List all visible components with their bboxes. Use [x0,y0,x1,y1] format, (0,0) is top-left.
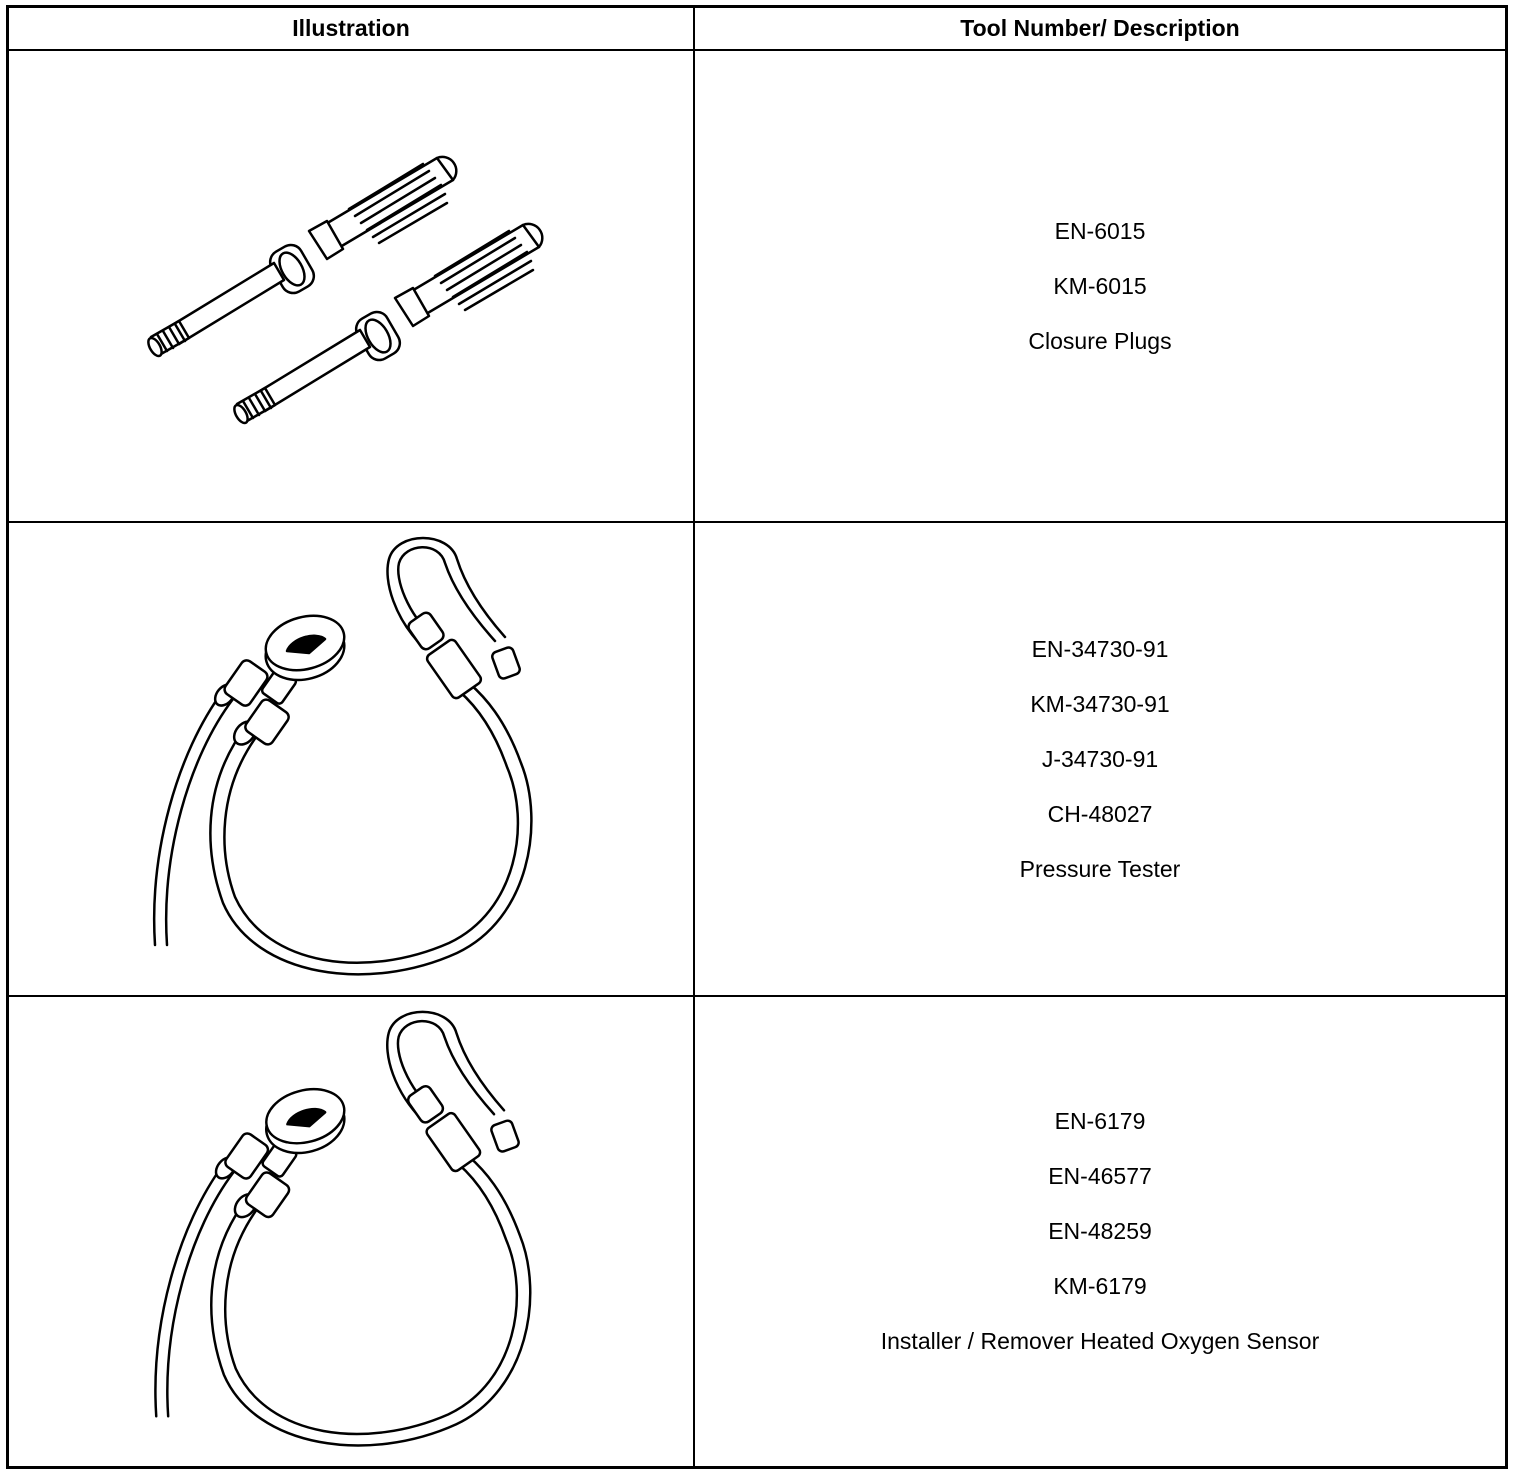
tool-description: Pressure Tester [1019,855,1181,882]
tool-description: Closure Plugs [1028,327,1172,354]
header-illustration: Illustration [292,15,410,41]
tool-table [6,5,1508,1469]
tool-number: EN-6179 [1054,1108,1146,1134]
tool-number: EN-46577 [1048,1163,1152,1189]
tool-number: KM-6179 [1053,1273,1147,1299]
tool-description: Installer / Remover Heated Oxygen Sensor [880,1328,1320,1354]
table-row-2-description [695,523,1505,995]
tool-number: KM-34730-91 [1030,690,1170,717]
header-tool-description: Tool Number/ Description [960,15,1240,41]
table-row-3-illustration [9,997,693,1466]
table-row-1-description [695,51,1505,521]
tool-number: CH-48027 [1047,800,1153,827]
tool-number: EN-34730-91 [1031,635,1169,662]
table-row-1-illustration [9,51,693,521]
table-row-3-description [695,997,1505,1466]
pressure-tester-icon [9,997,693,1466]
tool-number: KM-6015 [1053,272,1147,299]
tool-number: J-34730-91 [1041,745,1159,772]
tool-number: EN-6015 [1054,217,1146,244]
tool-number: EN-48259 [1048,1218,1152,1244]
closure-plugs-icon [9,51,693,521]
pressure-tester-icon [9,523,693,995]
table-row-2-illustration [9,523,693,995]
